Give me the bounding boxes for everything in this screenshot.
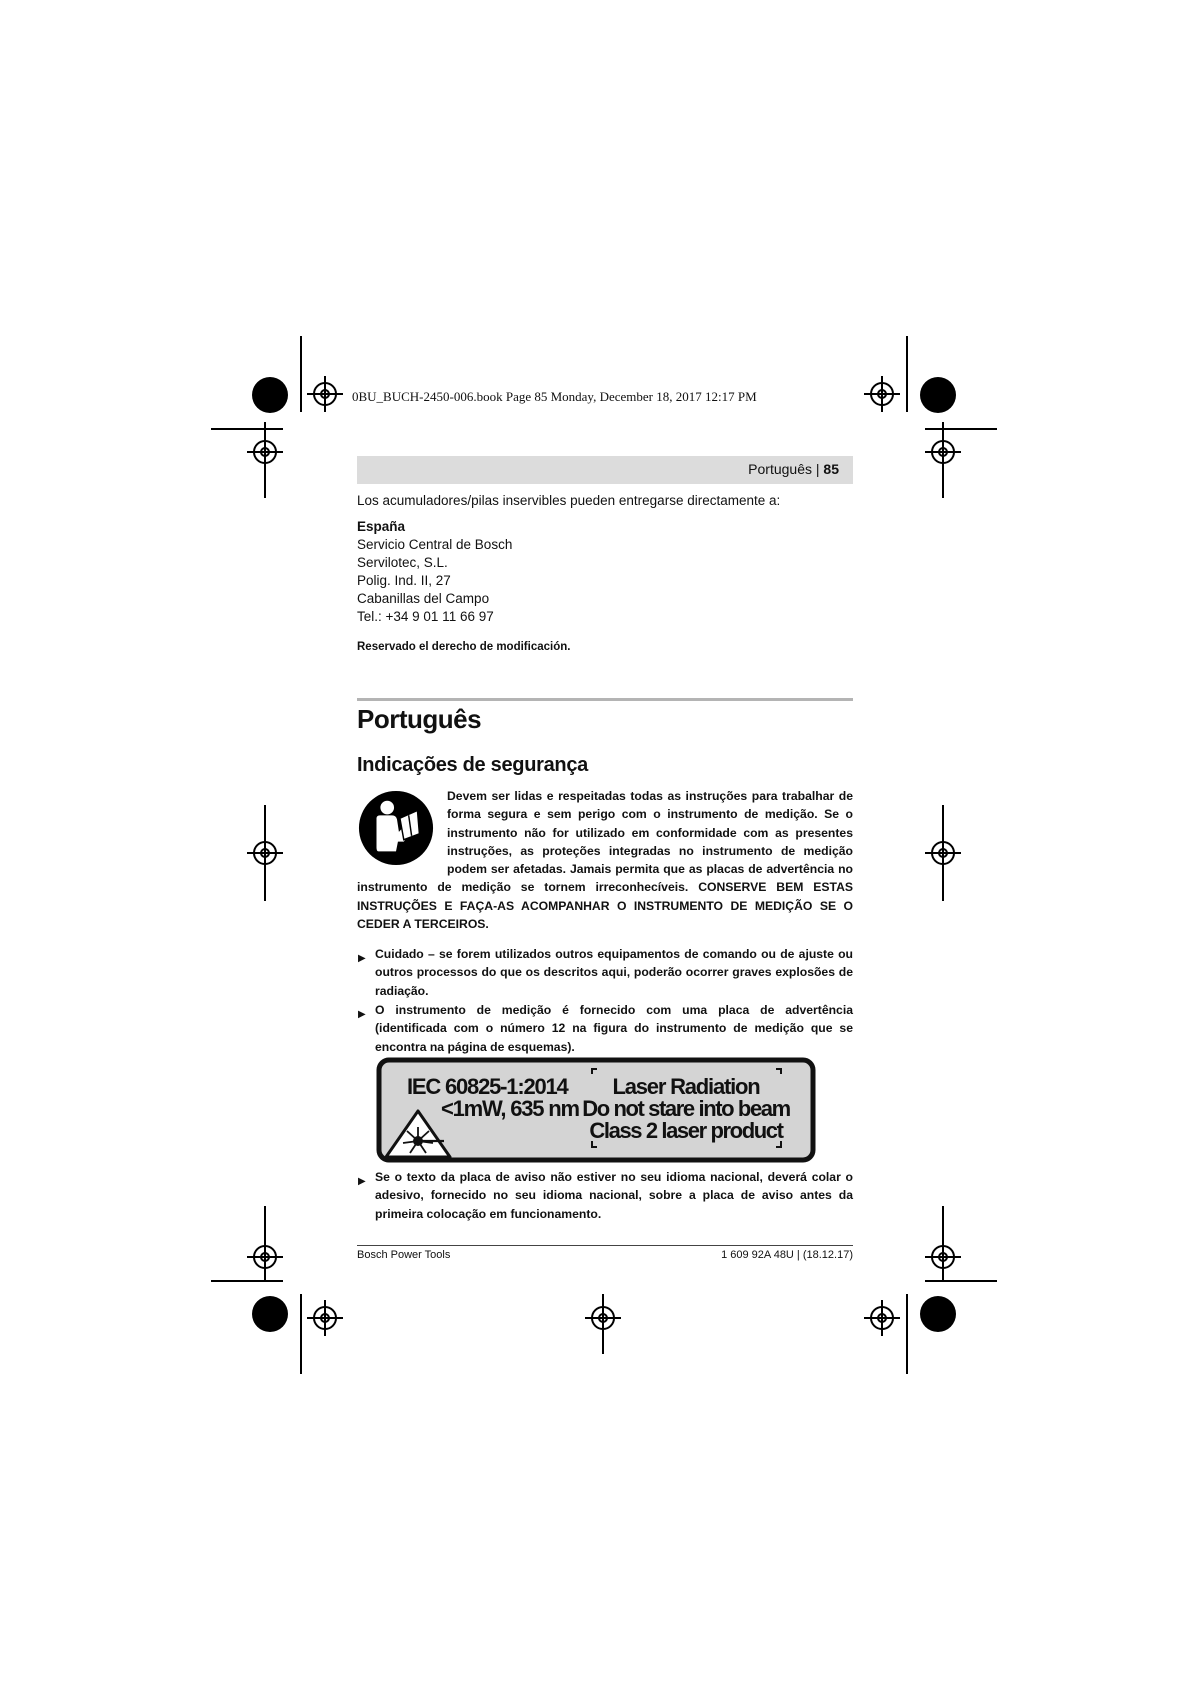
bullet-triangle-icon: ▶ xyxy=(358,1176,366,1187)
bullet-triangle-icon: ▶ xyxy=(358,953,366,964)
footer-doc-number: 1 609 92A 48U | (18.12.17) xyxy=(721,1249,853,1261)
bullet-triangle-icon: ▶ xyxy=(358,1009,366,1020)
safety-intro-text: Devem ser lidas e respeitadas todas as instruções para trabalhar de forma segura e sem perigo com o instrumento de medição. Se o instrumento não for utilizado em conformidade com as presentes instruções, as proteções integradas no instrumento de medição podem ser afetadas. Jamais permita que as placas de advertência no instrumento de medição se tornem irreconhecíveis. CONSERVE BEM ESTAS INSTRUÇÕES E FAÇA-AS ACOMPANHAR O INSTRUMENTO DE MEDIÇÃO SE O CEDER A TERCEIROS. xyxy=(357,789,853,932)
file-header: 0BU_BUCH-2450-006.book Page 85 Monday, December 18, 2017 12:17 PM xyxy=(352,389,757,404)
crop-line xyxy=(211,428,283,430)
country-name: España xyxy=(357,519,406,534)
crop-line xyxy=(300,336,302,412)
footer-brand: Bosch Power Tools xyxy=(357,1249,451,1261)
registration-mark-icon xyxy=(245,833,285,873)
crop-line xyxy=(925,1280,997,1282)
registration-mark-icon xyxy=(245,432,285,472)
section-divider xyxy=(357,698,853,701)
registration-mark-icon xyxy=(923,432,963,472)
footer-divider xyxy=(357,1245,853,1246)
list-item xyxy=(357,945,853,1000)
registration-dot xyxy=(920,377,956,413)
crop-line xyxy=(925,428,997,430)
bullet-text: Cuidado – se forem utilizados outros equipamentos de comando ou de ajuste ou outros processos do que os descritos aqui, poderão ocorrer graves explosões de radiação. xyxy=(375,947,853,998)
safety-intro xyxy=(357,787,853,933)
disposal-intro: Los acumuladores/pilas inservibles pueden entregarse directamente a: xyxy=(357,493,781,508)
laser-line-2: Do not stare into beam xyxy=(582,1096,790,1121)
registration-mark-icon xyxy=(923,1237,963,1277)
header-separator: | xyxy=(812,461,824,477)
page-header-bar xyxy=(357,456,853,484)
crop-line xyxy=(300,1294,302,1374)
section-title: Português xyxy=(357,704,482,734)
page-header xyxy=(748,461,839,477)
page-number: 85 xyxy=(823,461,839,477)
list-item xyxy=(357,1168,853,1223)
bullet-text: Se o texto da placa de aviso não estiver no seu idioma nacional, deverá colar o adesivo, fornecido no seu idioma nacional, sobre a placa de aviso antes da primeira colocação em funcionamento. xyxy=(375,1170,853,1221)
crop-line xyxy=(906,336,908,412)
address-line: Polig. Ind. II, 27 xyxy=(357,573,451,588)
address-line: Servicio Central de Bosch xyxy=(357,537,513,552)
address-block xyxy=(357,518,512,626)
registration-dot xyxy=(252,377,288,413)
section-subtitle: Indicações de segurança xyxy=(357,754,588,776)
address-line: Servilotec, S.L. xyxy=(357,555,448,570)
laser-line-3: Class 2 laser product xyxy=(589,1118,783,1143)
crop-line xyxy=(906,1294,908,1374)
registration-mark-icon xyxy=(305,374,345,414)
registration-mark-icon xyxy=(923,833,963,873)
registration-mark-icon xyxy=(862,1298,902,1338)
crop-line xyxy=(211,1280,283,1282)
registration-mark-icon xyxy=(305,1298,345,1338)
laser-standard: IEC 60825-1:2014 xyxy=(407,1074,568,1099)
registration-mark-icon xyxy=(583,1298,623,1338)
header-language: Português xyxy=(748,461,812,477)
registration-dot xyxy=(252,1296,288,1332)
bullet-text: O instrumento de medição é fornecido com uma placa de advertência (identificada com o número 12 na figura do instrumento de medição que se encontra na página de esquemas). xyxy=(375,1003,853,1054)
address-line: Cabanillas del Campo xyxy=(357,591,490,606)
registration-mark-icon xyxy=(245,1237,285,1277)
laser-line-1: Laser Radiation xyxy=(612,1074,760,1099)
registration-mark-icon xyxy=(862,374,902,414)
laser-power: <1mW, 635 nm xyxy=(441,1096,579,1121)
reserved-note: Reservado el derecho de modificación. xyxy=(357,641,571,653)
list-item xyxy=(357,1001,853,1056)
read-manual-icon xyxy=(357,789,435,867)
address-line: Tel.: +34 9 01 11 66 97 xyxy=(357,609,494,624)
laser-warning-label xyxy=(376,1057,816,1163)
registration-dot xyxy=(920,1296,956,1332)
